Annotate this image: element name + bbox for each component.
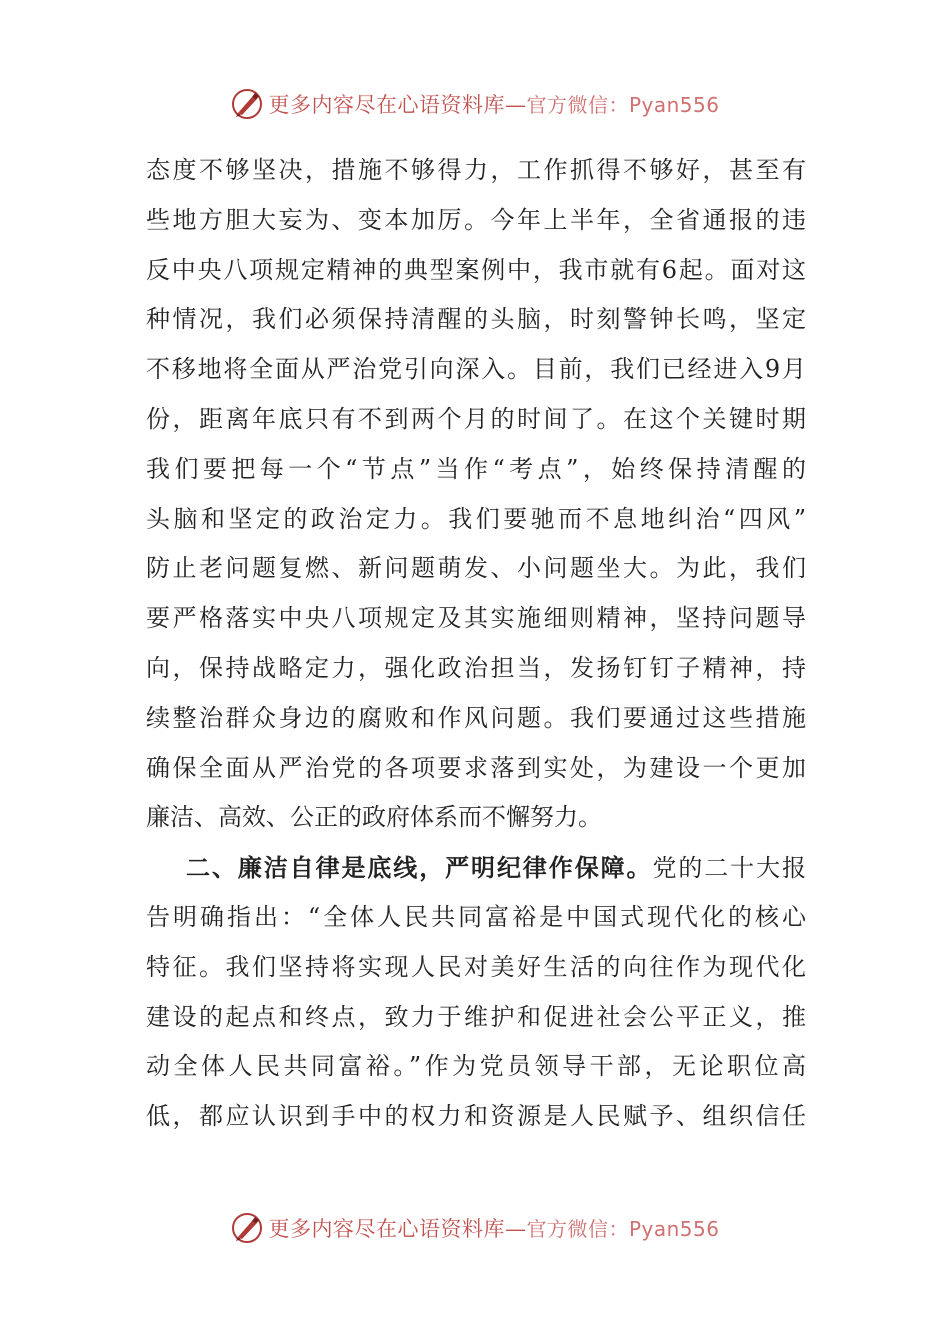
body-line: 我们要把每一个“节点”当作“考点”，始终保持清醒的 [146,454,806,483]
body-line: 续整治群众身边的腐败和作风问题。我们要通过这些措施 [146,703,806,732]
body-line: 确保全面从严治党的各项要求落到实处，为建设一个更加 [146,753,806,782]
body-line: 廉洁、高效、公正的政府体系而不懈努力。 [146,803,602,832]
document-body [146,146,806,1142]
header-watermark-banner [0,84,950,124]
header-contact: 官方微信：Pyan556 [526,93,720,117]
footer-watermark-text [268,1213,719,1243]
header-brand: 更多内容尽在心语资料库 [268,93,505,117]
section-first-line-rest: 党的二十大报 [652,854,807,883]
body-line: 向，保持战略定力，强化政治担当，发扬钉钉子精神，持 [146,653,806,682]
header-dash: — [504,93,527,117]
body-line: 告明确指出：“全体人民共同富裕是中国式现代化的核心 [146,902,806,931]
body-line: 低，都应认识到手中的权力和资源是人民赋予、组织信任 [146,1102,806,1131]
body-line: 防止老问题复燃、新问题萌发、小问题坐大。为此，我们 [146,554,806,583]
pen-logo-icon [230,1211,264,1245]
footer-dash: — [504,1217,527,1241]
body-line: 种情况，我们必须保持清醒的头脑，时刻警钟长鸣，坚定 [146,305,806,334]
body-line: 头脑和坚定的政治定力。我们要驰而不息地纠治“四风” [146,504,806,533]
footer-watermark-banner [0,1208,950,1248]
footer-contact: 官方微信：Pyan556 [526,1217,720,1241]
body-line: 动全体人民共同富裕。”作为党员领导干部，无论职位高 [146,1052,806,1081]
section-first-line [146,843,806,893]
body-line: 些地方胆大妄为、变本加厉。今年上半年，全省通报的违 [146,205,806,234]
body-line: 份，距离年底只有不到两个月的时间了。在这个关键时期 [146,404,806,433]
header-watermark-text [268,89,719,119]
body-line: 建设的起点和终点，致力于维护和促进社会公平正义，推 [146,1002,806,1031]
body-line: 不移地将全面从严治党引向深入。目前，我们已经进入9月 [146,355,806,384]
pen-logo-icon [230,87,264,121]
section-heading: 二、廉洁自律是底线，严明纪律作保障。 [186,853,653,883]
body-line: 要严格落实中央八项规定及其实施细则精神，坚持问题导 [146,604,806,633]
footer-brand: 更多内容尽在心语资料库 [268,1217,505,1241]
body-line: 反中央八项规定精神的典型案例中，我市就有6起。面对这 [146,255,806,284]
body-line: 特征。我们坚持将实现人民对美好生活的向往作为现代化 [146,952,806,981]
body-line: 态度不够坚决，措施不够得力，工作抓得不够好，甚至有 [146,156,806,184]
